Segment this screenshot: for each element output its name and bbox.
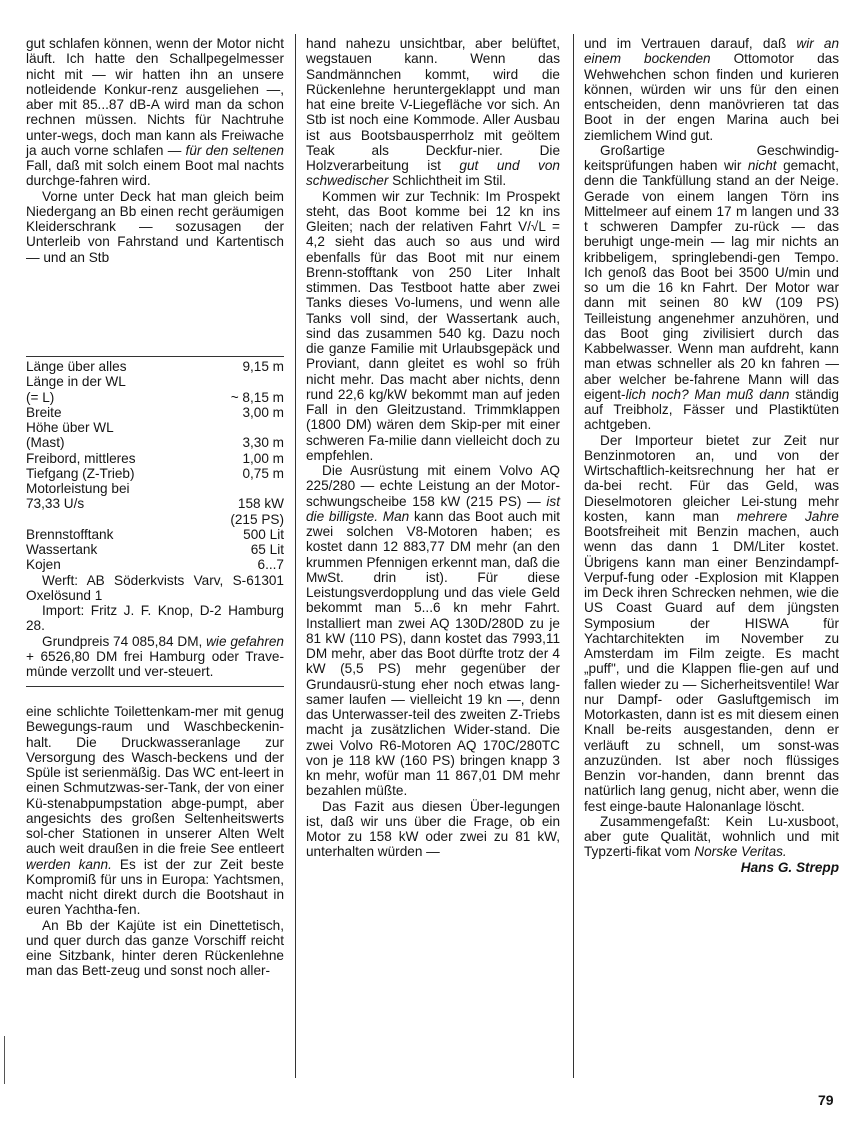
specs-box (26, 359, 284, 679)
spec-value (199, 481, 284, 496)
paragraph: gut schlafen können, wenn der Motor nicht läuft. Ich hatte den Schallpegelmesser nicht mit — wir hatten ihn an unsere notleidende Konkur-renz ausgeliehen —, aber mit 85...87 dB-A wird man da schon rechnen müssen. Nichts für Nachtruhe unter-wegs, doch man kann als Freiwache ja auch vorne schlafen — für den seltenen Fall, daß mit solch einem Boot mal nachts durchge-fahren wird. (26, 36, 284, 189)
spec-value: 3,30 m (242, 435, 284, 451)
specs-table (26, 359, 284, 573)
spec-row (26, 374, 284, 389)
spec-row (26, 405, 284, 420)
spec-row (26, 512, 284, 527)
column-1-upper (26, 36, 284, 265)
spec-value: 3,00 m (242, 404, 284, 420)
page-edge-mark (4, 1036, 5, 1084)
spec-row (26, 390, 284, 405)
spec-row (26, 542, 284, 557)
spec-label: Tiefgang (Z-Trieb) (26, 465, 135, 481)
paragraph: Das Fazit aus diesen Über-legungen ist, daß wir uns über die Frage, ob ein Motor zu 158 kW oder zwei zu 81 kW, unterhalten würden — (306, 798, 560, 860)
spec-label: Freibord, mittleres (26, 450, 136, 466)
specs-price: Grundpreis 74 085,84 DM, wie gefahren + 6526,80 DM frei Hamburg oder Trave-münde verzollt und ver-steuert. (26, 633, 284, 679)
paragraph: und im Vertrauen darauf, daß wir an einem bockenden Ottomotor das Wehwehchen schon finden und kurieren können, würden wir uns für den einen entscheiden, denn manövrieren tat das Boot in der engen Marina auch bei ziemlichem Wind gut. (584, 36, 840, 143)
column-divider-right (573, 34, 574, 1078)
spec-row (26, 527, 284, 542)
paragraph: Die Ausrüstung mit einem Volvo AQ 225/280 — echte Leistung an der Motor-schwungscheibe 158 kW (215 PS) — ist die billigste. Man kann das Boot auch mit zwei solchen V8-Motoren haben; es kostet dann 12 883,77 DM mehr (an den krummen Pfennigen erkennt man, daß die MwSt. drin ist). Für diese Leistungsverdopplung und das viele Geld bekommt man 5...6 kn mehr Fahrt. Installiert man zwei AQ 130D/280D zu je 81 kW (110 PS), dann kostet das 7993,11 DM mehr, aber das Boot dürfte trotz der 4 kW (5,5 PS) mehr gegenüber der Grundausrü-stung eher noch etwas lang-samer laufen — vielleicht 19 kn —, denn das Unterwasser-teil des zweiten Z-Triebs macht ja zusätzlichen Wider-stand. Die zwei Volvo R6-Motoren AQ 170C/280TC von je 118 kW (160 PS) bringen knapp 3 kn mehr, wofür man 11 867,01 DM mehr bezahlen müßte. (306, 463, 560, 799)
spec-value (199, 374, 284, 389)
spec-value: ~ 8,15 m (230, 389, 284, 405)
spec-label: (= L) (26, 389, 55, 405)
column-2 (306, 36, 560, 860)
spec-label: Motorleistung bei (26, 481, 130, 496)
specs-box-top-rule (26, 356, 284, 357)
spec-value (199, 420, 284, 435)
spec-row (26, 466, 284, 481)
author-byline: Hans G. Strepp (740, 859, 839, 875)
spec-label: Breite (26, 404, 62, 420)
spec-row (26, 420, 284, 435)
paragraph: Kommen wir zur Technik: Im Prospekt steht, das Boot komme bei 12 kn ins Gleiten; nach der relativen Fahrt V/√L = 4,2 sieht das auch so aus und wird ebenfalls für das Boot mit nur einem Brenn-stofftank von 250 Liter Inhalt stimmen. Das Testboot hatte aber zwei Tanks dieses Vo-lumens, und wenn alle Tanks voll sind, der Wassertank auch, sind das zusammen 540 kg. Dazu noch die ganze Familie mit Urlaubsgepäck und Proviant, dann gleitet es wohl so früh nicht mehr. Das macht aber nichts, denn rund 22,6 kg/kW bekommt man auf jeden Fall in den Gleitzustand. Trimmklappen (1800 DM) wären dem Skip-per mit einer schweren Fa-milie dann vielleicht doch zu empfehlen. (306, 188, 560, 463)
paragraph: Vorne unter Deck hat man gleich beim Niedergang an Bb einen recht geräumigen Kleiderschrank — sozusagen der Unterleib von Fahrstand und Kartentisch — und an Stb (26, 188, 284, 265)
paragraph: eine schlichte Toilettenkam-mer mit genug Bewegungs-raum und Waschbeckenin-halt. Die Druckwasseranlage zur Versorgung des Wasch-beckens und der Spüle ist serienmäßig. Das WC ent-leert in einen Schmutzwas-ser-Tank, der von einer Kü-stenabpumpstation abge-pumpt, aber angesichts des großen Seltenheitswerts sol-cher Stationen in unserer Alten Welt auch weit draußen in die freie See entleert werden kann. Es ist der zur Zeit beste Kompromiß für uns in Europa: Yachtsmen, macht nicht direkt durch die Bootshaut in euren Yachtha-fen. (26, 704, 284, 918)
spec-label: Länge über alles (26, 359, 127, 374)
spec-row (26, 496, 284, 511)
spec-label: Wassertank (26, 542, 98, 557)
spec-value: 65 Lit (250, 542, 284, 557)
paragraph: Zusammengefaßt: Kein Lu-xusboot, aber gute Qualität, wohnlich und mit Typzerti-fikat vom Norske Veritas. (584, 813, 839, 860)
paragraph: An Bb der Kajüte ist ein Dinettetisch, und quer durch das ganze Vorschiff reicht eine Sitzbank, hinter deren Rückenlehne man das Bett-zeug und sonst noch aller- (26, 917, 284, 979)
column-1-lower (26, 704, 284, 979)
specs-werft: Werft: AB Söderkvists Varv, S-61301 Oxelösund 1 (26, 572, 284, 603)
column-3 (584, 36, 839, 875)
paragraph: Der Importeur bietet zur Zeit nur Benzinmotoren an, und von der Wirtschaftlich-keitsrechnung her hat er da-bei recht. Für das Geld, was Dieselmotoren gleicher Lei-stung mehr kosten, kann man mehrere Jahre Bootsfreiheit mit Benzin machen, auch wenn das dann 1 DM/Liter kostet. Übrigens kann man einer Benzindampf-Verpuf-fung oder -Explosion mit Klappen im Deck ihren Schrecken nehmen, wie die US Coast Guard auf dem jüngsten Symposium der HISWA für Yachtarchitekten im November zu Amsterdam im Film zeigte. Es macht „puff", und die Klappen flie-gen auf und fallen wieder zu — Sicherheitsventile! War nur Dampf- oder Gasluftgemisch im Motorkasten, dann ist es mit diesem einen Knall be-reits ausgestanden, denn er verläuft zu schnell, um sonst-was anzuzünden. Ist aber noch flüssiges Benzin vor-handen, dann brennt das natürlich lang genug, nicht aber, wenn die fest einge-baute Halonanlage löscht. (584, 432, 839, 814)
specs-box-bottom-rule (26, 686, 284, 687)
spec-value: 0,75 m (242, 465, 284, 481)
paragraph: Großartige Geschwindig-keitsprüfungen haben wir nicht gemacht, denn die Tankfüllung stand an der Neige. Gerade von einem langen Törn ins Mittelmeer auf einem 17 m langen und 33 t schweren Dampfer zu-rück — das beruhigt unge-mein — lag mir nichts an kribbeligem, springlebendi-gen Tempo. Ich genoß das Boot bei 3500 U/min und so um die 16 kn Fahrt. Der Motor war dann mit seinen 80 kW (109 PS) Teilleistung angenehmer anzuhören, und das Boot ging zivilisiert durch das Kabbelwasser. Wenn man aufdreht, kann man etwas schneller als 20 kn fahren — aber welcher be-fahrene Mann will das eigent-lich noch? Man muß dann ständig auf Treibholz, Fässer und Plastiktüten achtgeben. (584, 142, 839, 433)
specs-import: Import: Fritz J. F. Knop, D-2 Hamburg 28. (26, 603, 284, 634)
spec-row (26, 451, 284, 466)
spec-label: (Mast) (26, 435, 65, 451)
spec-label (26, 512, 199, 527)
spec-value: 9,15 m (242, 359, 284, 374)
spec-value: 158 kW (237, 496, 284, 512)
column-divider-left (295, 34, 296, 1078)
spec-label: Länge in der WL (26, 374, 126, 390)
spec-row (26, 557, 284, 572)
page-number: 79 (818, 1092, 834, 1108)
spec-label: Brennstofftank (26, 526, 114, 542)
spec-value: 500 Lit (243, 526, 284, 542)
spec-row (26, 481, 284, 496)
spec-value: 6...7 (257, 557, 284, 573)
spec-value: (215 PS) (230, 511, 284, 527)
spec-row (26, 435, 284, 450)
spec-value: 1,00 m (242, 450, 284, 466)
paragraph: hand nahezu unsichtbar, aber belüftet, wegstauen kann. Wenn das Sandmännchen kommt, wird die Rückenlehne heruntergeklappt und man hat eine breite V-Liegefläche vor sich. An Stb ist noch eine Kommode. Aller Ausbau ist aus Bootsbausperrholz mit geöltem Teak als Deckfur-nier. Die Holzverarbeitung ist gut und von schwedischer Schlichtheit im Stil. (306, 36, 560, 189)
spec-label: 73,33 U/s (26, 496, 85, 512)
spec-label: Höhe über WL (26, 420, 114, 435)
spec-label: Kojen (26, 557, 61, 573)
spec-row (26, 359, 284, 374)
